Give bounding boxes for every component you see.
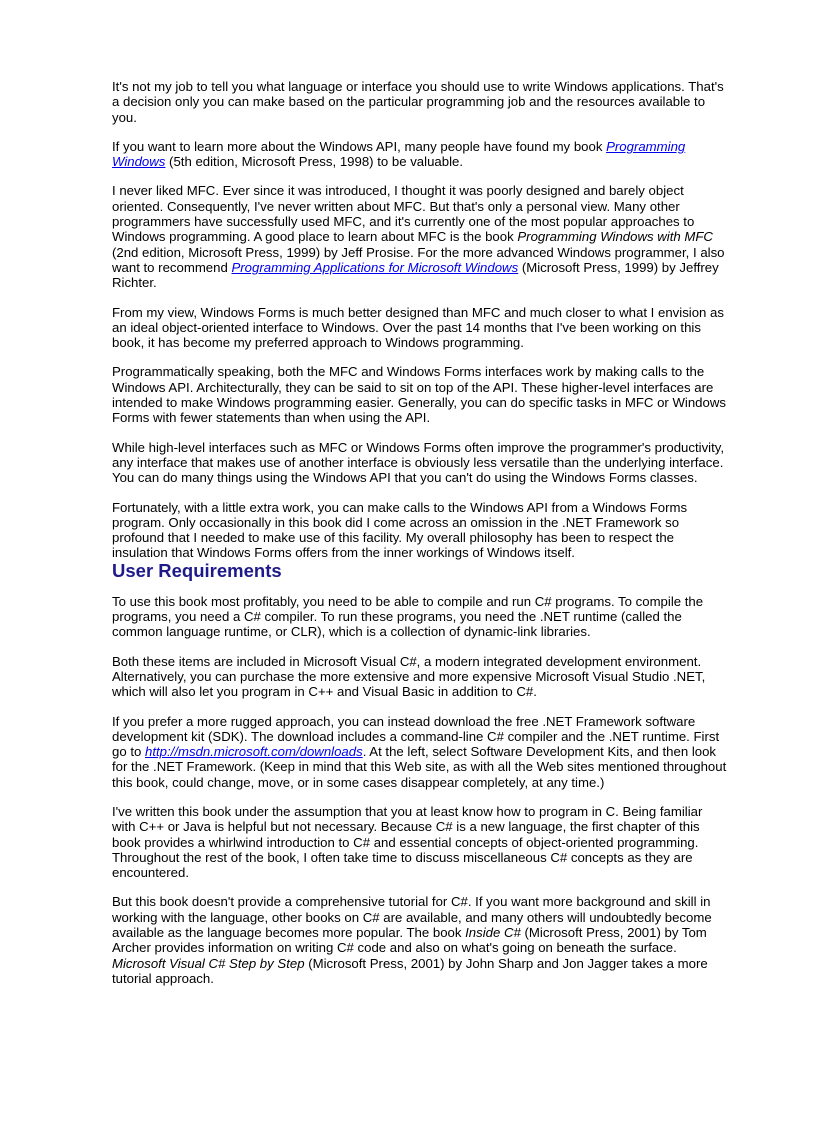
paragraph-mfc <box>112 183 728 290</box>
text-segment: (2nd edition, Microsoft Press, 1999) by Jeff Prosise. For the more advanced Windows programmer, I also want to recommend <box>112 244 725 275</box>
paragraph-windows-forms-view: From my view, Windows Forms is much better designed than MFC and much closer to what I envision as an ideal object-oriented interface to Windows. Over the past 14 months that I've been working on this book, it has become my preferred approach to Windows programming. <box>112 304 724 351</box>
link-programming-applications[interactable]: Programming Applications for Microsoft Windows <box>231 259 519 275</box>
book-title-mfc: Programming Windows with MFC <box>517 229 713 245</box>
link-programming-windows[interactable]: Programming Windows <box>112 138 686 170</box>
paragraph-high-level-interfaces: While high-level interfaces such as MFC or Windows Forms often improve the programmer's productivity, any interface that makes use of another interface is obviously less versatile than the underlying interface. You can do many things using the Windows API that you can't do using the Windows Forms classes. <box>112 439 725 486</box>
paragraph-programmatic-view: Programmatically speaking, both the MFC and Windows Forms interfaces work by making calls to the Windows API. Architecturally, they can be said to sit on top of the API. These higher-level interfaces are intended to make Windows programming easier. Generally, you can do specific tasks in MFC or Windows Forms with fewer statements than when using the API. <box>112 364 726 426</box>
section-heading-user-requirements: User Requirements <box>112 559 282 581</box>
text-segment: If you want to learn more about the Windows API, many people have found my book <box>112 138 607 154</box>
text-segment: But this book doesn't provide a comprehensive tutorial for C#. If you want more background and skill in working with the language, other books on C# are available, and many others will undoubtedly become available as the language becomes more popular. The book <box>112 894 712 941</box>
paragraph-sdk-download <box>112 714 728 790</box>
book-title-inside-csharp: Inside C# <box>465 925 521 941</box>
text-segment: (Microsoft Press, 1999) by Jeffrey Richter. <box>112 259 719 291</box>
paragraph-assumptions: I've written this book under the assumption that you at least know how to program in C. Being familiar with C++ or Java is helpful but not necessary. Because C# is a new language, the first chapter of this book provides a whirlwind introduction to C# and essential concepts of object-oriented programming. Throughout the rest of the book, I often take time to discuss miscellaneous C# concepts as they are encountered. <box>112 803 703 881</box>
document-page <box>112 79 728 1000</box>
link-msdn-downloads[interactable]: http://msdn.microsoft.com/downloads <box>145 744 363 760</box>
book-title-step-by-step: Microsoft Visual C# Step by Step <box>112 955 305 971</box>
paragraph-language-choice: It's not my job to tell you what language or interface you should use to write Windows applications. That's a decision only you can make based on the particular programming job and the resources available to you. <box>112 79 724 125</box>
text-segment: (Microsoft Press, 2001) by Tom Archer provides information on writing C# code and also on what's going on beneath the surface. <box>112 925 707 956</box>
paragraph-visual-csharp: Both these items are included in Microsoft Visual C#, a modern integrated development environment. Alternatively, you can purchase the more extensive and more expensive Microsoft Visual Studio .NET, which will also let you program in C++ and Visual Basic in addition to C#. <box>112 653 706 700</box>
text-segment: I never liked MFC. Ever since it was introduced, I thought it was poorly designed and barely object oriented. Consequently, I've never written about MFC. But that's only a personal view. Many other programmers have successfully used MFC, and it's currently one of the most popular approaches to Windows programming. A good place to learn about MFC is the book <box>112 183 695 245</box>
text-segment: If you prefer a more rugged approach, you can instead download the free .NET Framework software development kit (SDK). The download includes a command-line C# compiler and the .NET runtime. First go to <box>112 713 720 760</box>
paragraph-compile-requirements: To use this book most profitably, you need to be able to compile and run C# programs. To compile the programs, you need a C# compiler. To run these programs, you need the .NET runtime (called the common language runtime, or CLR), which is a collection of dynamic-link libraries. <box>112 593 704 640</box>
paragraph-csharp-books <box>112 894 728 986</box>
paragraph-windows-api-calls: Fortunately, with a little extra work, you can make calls to the Windows API from a Windows Forms program. Only occasionally in this book did I come across an omission in the .NET Framework so profound that I needed to make use of this facility. My overall philosophy has been to respect the insulation that Windows Forms offers from the inner workings of Windows itself. <box>112 499 688 561</box>
text-segment: . At the left, select Software Development Kits, and then look for the .NET Framework. (Keep in mind that this Web site, as with all the Web sites mentioned throughout this book, could change, move, or in some cases disappear completely, at any time.) <box>112 744 727 790</box>
text-segment: (Microsoft Press, 2001) by John Sharp and Jon Jagger takes a more tutorial approach. <box>112 955 708 986</box>
text-segment: (5th edition, Microsoft Press, 1998) to be valuable. <box>165 154 463 170</box>
paragraph-windows-api-book <box>112 139 728 170</box>
